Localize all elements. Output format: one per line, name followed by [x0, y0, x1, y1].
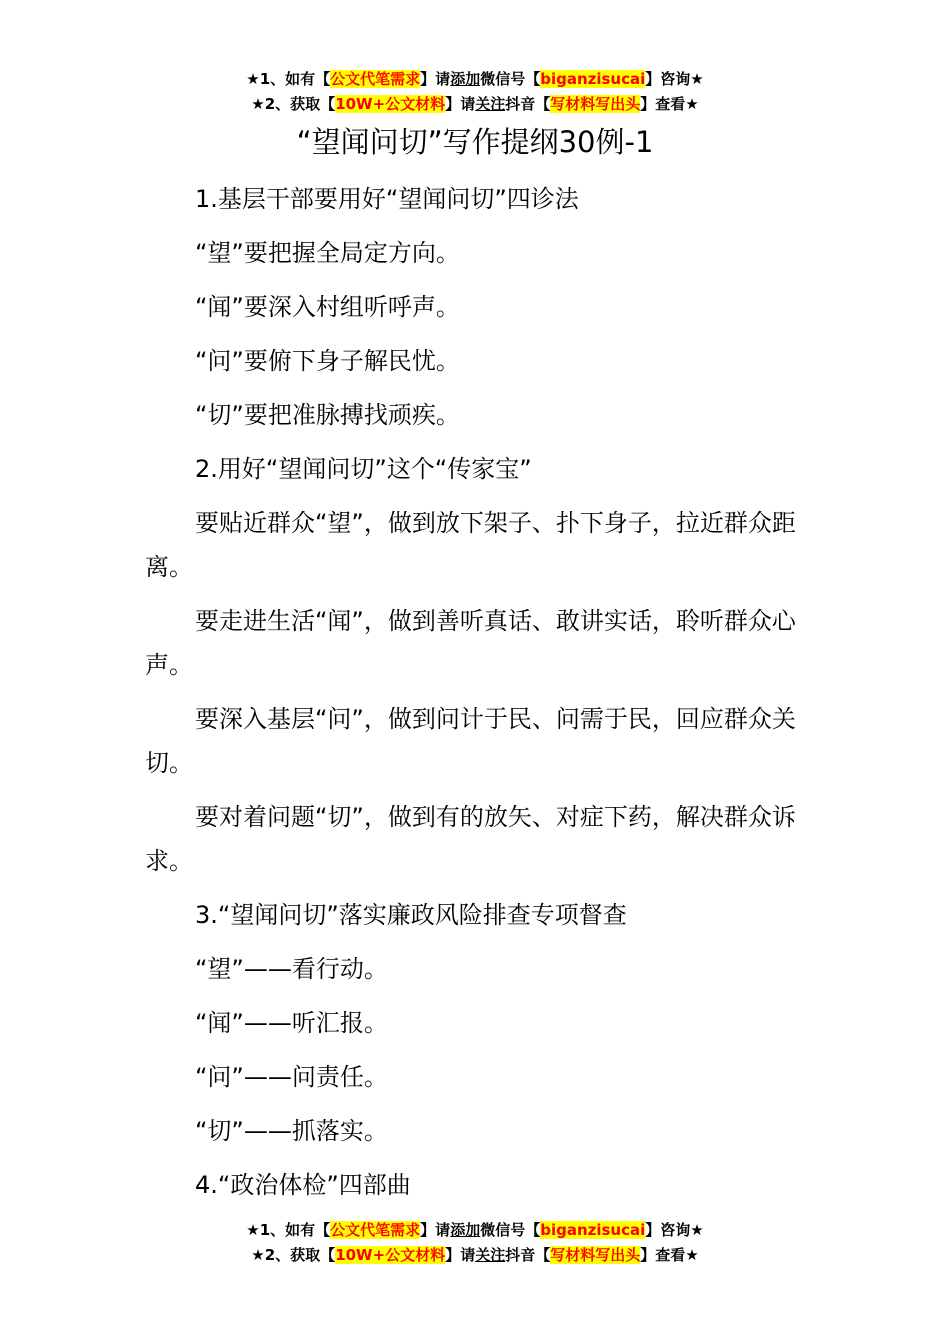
list-item: “问”——问责任。 [195, 1063, 388, 1091]
banner-text: 微信号【 [480, 1221, 541, 1239]
document-title: “望闻问切”写作提纲30例-1 [296, 125, 654, 159]
section-heading: 3.“望闻问切”落实廉政风险排查专项督查 [195, 901, 627, 929]
list-item: “切”要把准脉搏找顽疾。 [195, 401, 460, 429]
banner-underlined: 添加 [450, 1221, 481, 1239]
banner-text: 】咨询★ [645, 70, 704, 88]
list-item: “闻”——听汇报。 [195, 1009, 388, 1037]
banner-text: 微信号【 [480, 70, 541, 88]
section-heading: 2.用好“望闻问切”这个“传家宝” [195, 455, 532, 483]
list-item: “切”——抓落实。 [195, 1117, 388, 1145]
banner-text: 】请 [420, 1221, 451, 1239]
body-paragraph: 要对着问题“切”，做到有的放矢、对症下药，解决群众诉求。 [145, 803, 796, 875]
banner-underlined: 添加 [450, 70, 481, 88]
banner-text: 抖音【 [505, 1246, 551, 1264]
banner-text: ★1、如有【 [246, 70, 331, 88]
body-paragraph: 要深入基层“问”，做到问计于民、问需于民，回应群众关切。 [145, 705, 796, 777]
body-paragraph: 要走进生活“闻”，做到善听真话、敢讲实话，聆听群众心声。 [145, 607, 796, 679]
banner-text: 抖音【 [505, 95, 551, 113]
banner-text: 】查看★ [640, 1246, 699, 1264]
banner-highlight: 公文代笔需求 [330, 1221, 421, 1239]
banner-text: 】查看★ [640, 95, 699, 113]
banner-text: 】咨询★ [645, 1221, 704, 1239]
list-item: “望”——看行动。 [195, 955, 388, 983]
banner-wechat-id: biganzisucai [540, 70, 646, 88]
banner-text: 】请 [445, 1246, 476, 1264]
section-heading: 1.基层干部要用好“望闻问切”四诊法 [195, 185, 579, 213]
body-paragraph: 要贴近群众“望”，做到放下架子、扑下身子，拉近群众距离。 [145, 509, 796, 581]
banner-text: 】请 [420, 70, 451, 88]
section-heading: 4.“政治体检”四部曲 [195, 1171, 411, 1199]
document-body [145, 177, 810, 1217]
footer-banner-line-2 [0, 1244, 950, 1266]
banner-highlight: 10W+公文材料 [335, 95, 446, 113]
banner-highlight: 公文代笔需求 [330, 70, 421, 88]
list-item: “望”要把握全局定方向。 [195, 239, 460, 267]
header-banner-line-2 [0, 93, 950, 115]
footer-banner-line-1 [0, 1219, 950, 1241]
banner-text: ★2、获取【 [251, 95, 336, 113]
banner-text: ★1、如有【 [246, 1221, 331, 1239]
banner-highlight: 10W+公文材料 [335, 1246, 446, 1264]
header-banner-line-1 [0, 68, 950, 90]
banner-text: 】请 [445, 95, 476, 113]
banner-wechat-id: biganzisucai [540, 1221, 646, 1239]
banner-text: ★2、获取【 [251, 1246, 336, 1264]
list-item: “问”要俯下身子解民忧。 [195, 347, 460, 375]
banner-douyin-id: 写材料写出头 [550, 1246, 641, 1264]
list-item: “闻”要深入村组听呼声。 [195, 293, 460, 321]
banner-underlined: 关注 [475, 1246, 506, 1264]
banner-douyin-id: 写材料写出头 [550, 95, 641, 113]
banner-underlined: 关注 [475, 95, 506, 113]
